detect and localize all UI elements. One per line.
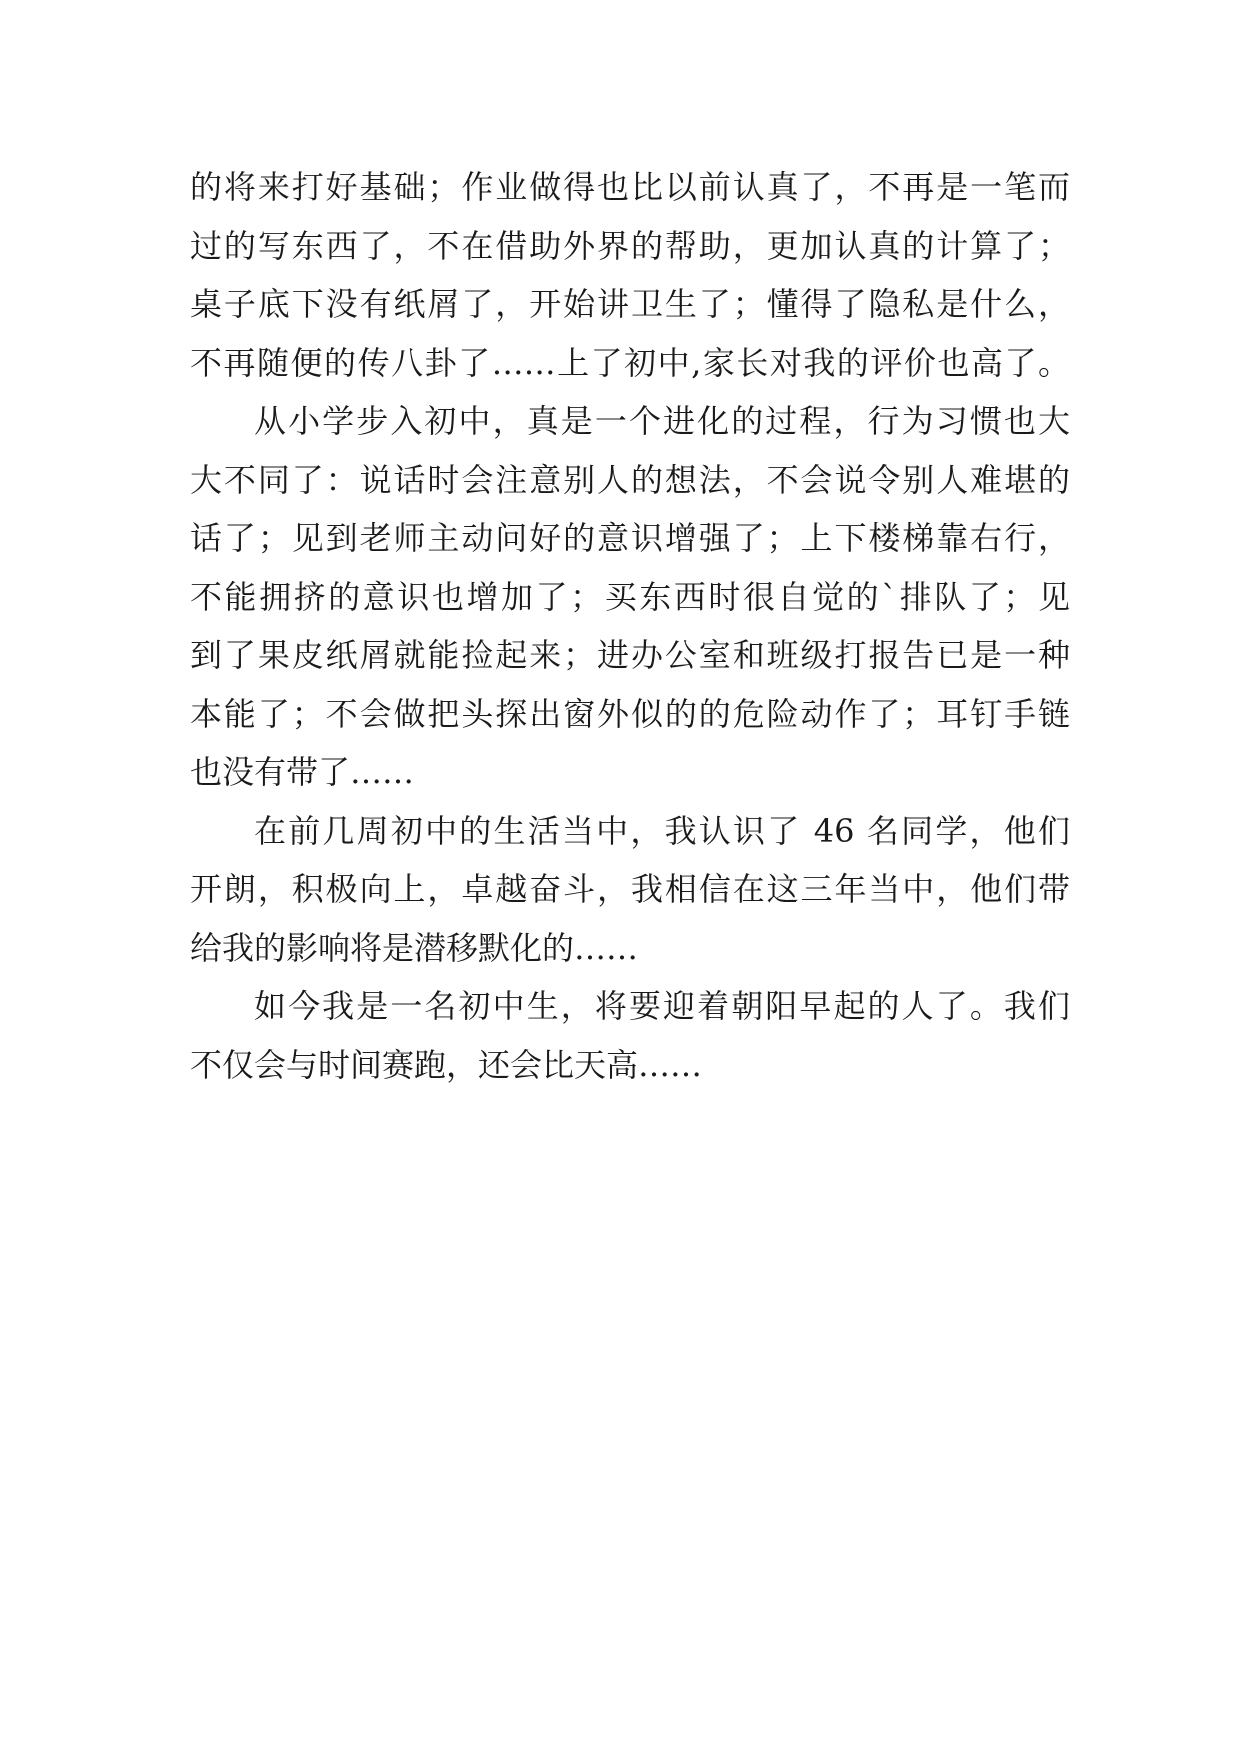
- paragraph-3: [190, 802, 1070, 978]
- text-line: 给我的影响将是潜移默化的……: [190, 928, 639, 967]
- body-text: [190, 158, 1070, 1094]
- text-line: 不再随便的传八卦了……上了初中,家长对我的评价也高了。: [190, 343, 1070, 382]
- paragraph-2: [190, 392, 1070, 802]
- paragraph-1: [190, 158, 1070, 392]
- text-line: 如今我是一名初中生，将要迎着朝阳早起的人了。我们: [254, 987, 1070, 1025]
- text-line: 话了；见到老师主动问好的意识增强了；上下楼梯靠右行，: [190, 519, 1070, 557]
- paragraph-4: [190, 977, 1070, 1094]
- text-line: 从小学步入初中，真是一个进化的过程，行为习惯也大: [254, 402, 1070, 440]
- text-line: 到了果皮纸屑就能捡起来；进办公室和班级打报告已是一种: [190, 636, 1070, 674]
- text-line: 开朗，积极向上，卓越奋斗，我相信在这三年当中，他们带: [190, 870, 1070, 908]
- text-line: 也没有带了……: [190, 753, 415, 791]
- text-line: 过的写东西了，不在借助外界的帮助，更加认真的计算了；: [190, 226, 1070, 265]
- text-line: 大不同了：说话时会注意别人的想法，不会说令别人难堪的: [190, 460, 1070, 499]
- text-line: 的将来打好基础；作业做得也比以前认真了，不再是一笔而: [190, 168, 1070, 206]
- text-line: 在前几周初中的生活当中，我认识了 46 名同学，他们: [254, 811, 1070, 850]
- text-line: 桌子底下没有纸屑了，开始讲卫生了；懂得了隐私是什么，: [190, 285, 1070, 323]
- text-line: 本能了；不会做把头探出窗外似的的危险动作了；耳钉手链: [190, 694, 1070, 733]
- text-line: 不能拥挤的意识也增加了；买东西时很自觉的`排队了；见: [190, 577, 1070, 616]
- text-line: 不仅会与时间赛跑，还会比天高……: [190, 1045, 703, 1084]
